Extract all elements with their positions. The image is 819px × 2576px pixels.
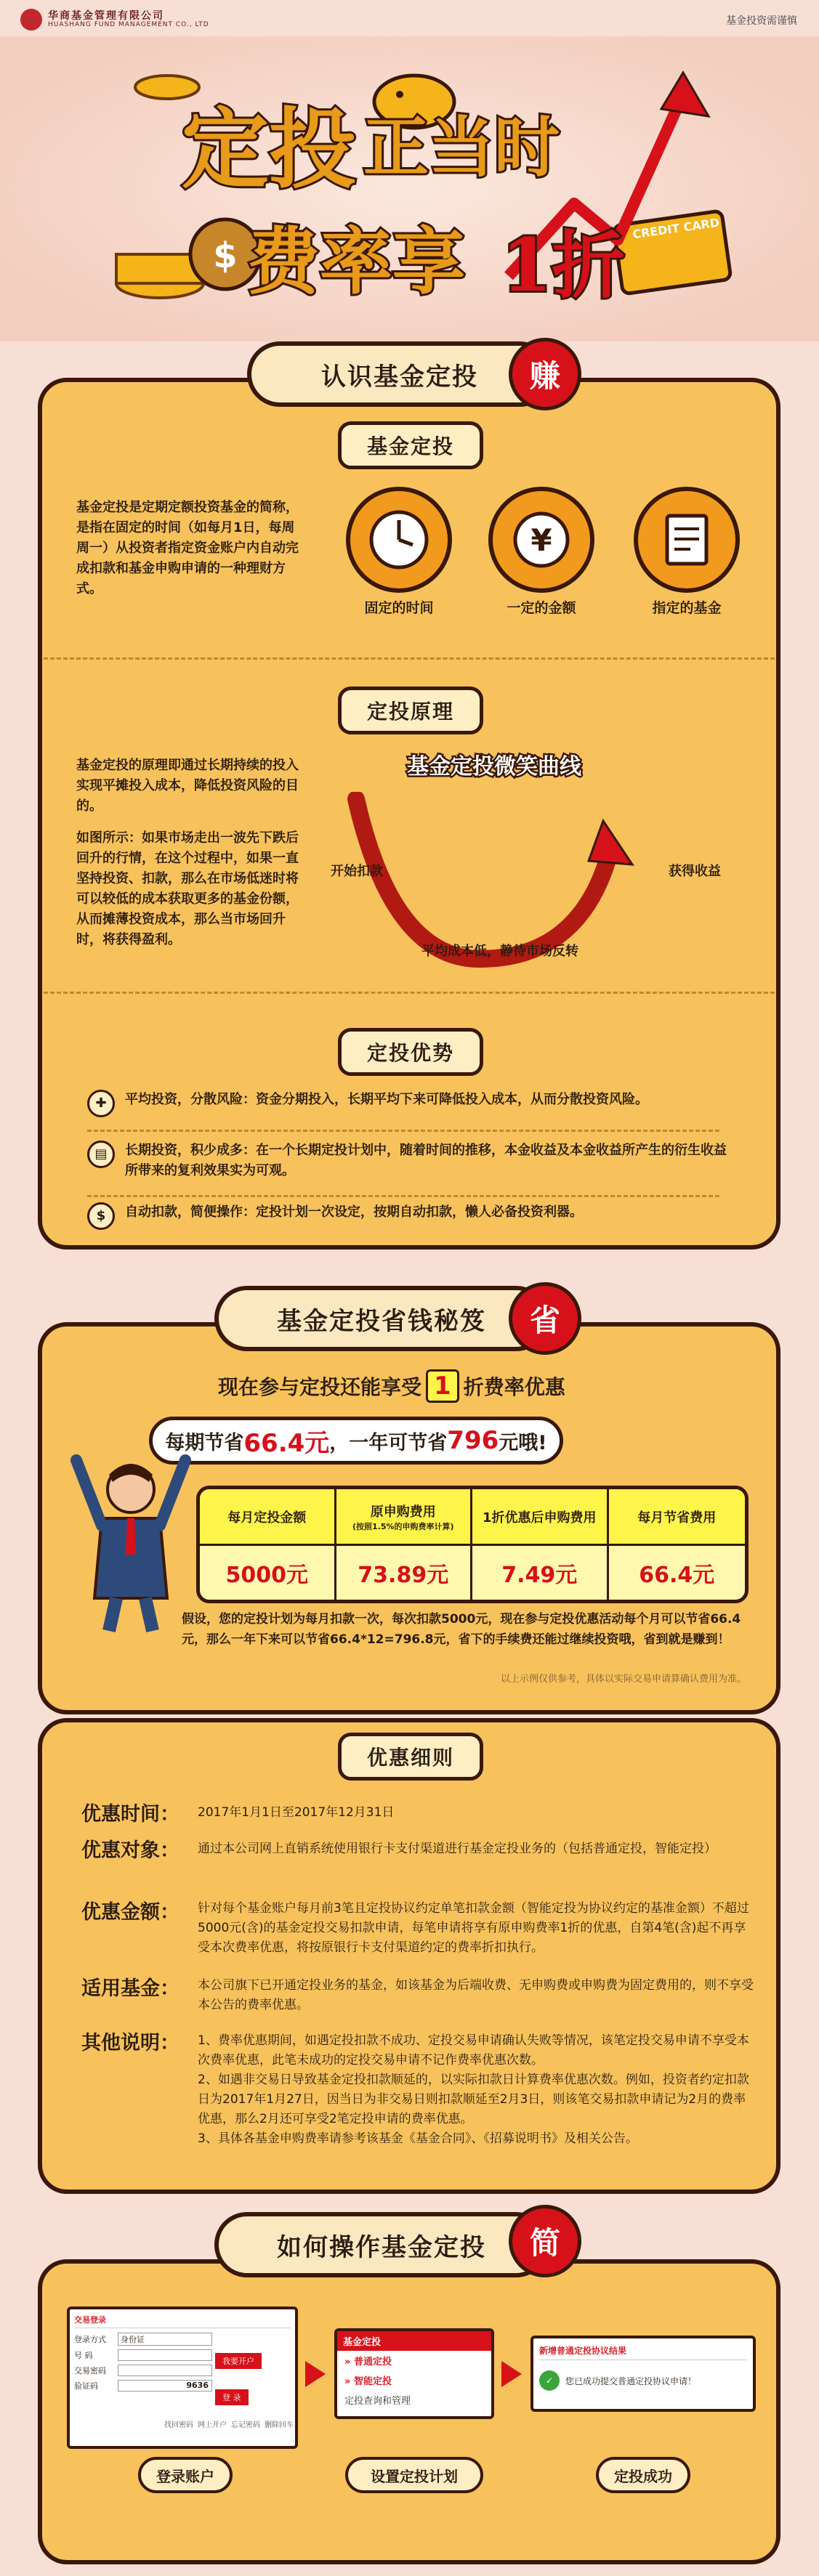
menu-item-smart[interactable]: » 智能定投 [344,2376,392,2387]
table-cell: 73.89元 [336,1546,473,1600]
divider [44,992,775,994]
bubble-mid: ，一年可节省 [329,1431,448,1454]
advantage-text: 长期投资，积少成多：在一个长期定投计划中，随着时间的推移，本金收益及本金收益所产生的衍生收益所带来的复利效果实为可观。 [125,1143,727,1178]
subtitle-dingtou: 基金定投 [338,421,483,469]
divider [87,1195,719,1197]
table-cell: 5000元 [200,1546,336,1600]
header-text: 1折优惠后申购费用 [482,1510,597,1526]
subtitle-principle: 定投原理 [338,686,483,734]
rule-label-time: 优惠时间： [81,1803,179,1826]
savings-table [196,1486,749,1603]
assumption-text: 假设，您的定投计划为每月扣款一次，每次扣款5000元，现在参与定投优惠活动每个月可以节省66.4元，那么一年下来可以节省66.4*12=796.8元，省下的手续费还能过继续投资哦，省到就是赚到！ [182,1612,741,1647]
label-profit: 获得收益 [669,864,721,879]
section-title: 认识基金定投 [247,341,552,407]
headline-prefix: 现在参与定投还能享受 [218,1375,422,1399]
bubble-per-year: 796 [447,1426,499,1455]
login-button[interactable]: 登 录 [215,2389,249,2405]
login-links [164,2418,294,2429]
icon-label-fund: 指定的基金 [652,600,722,616]
label-low-cost: 平均成本低，静待市场反转 [421,944,578,959]
table-cell: 7.49元 [472,1546,609,1600]
bubble-per-period: 66.4元 [243,1428,330,1458]
divider [87,1130,719,1132]
rule-text-funds: 本公司旗下已开通定投业务的基金，如该基金为后端收费、无申购费或申购费为固定费用的，则不享受本公告的费率优惠。 [198,1978,754,2012]
table-cell: 66.4元 [639,1563,715,1588]
header-text: 每月定投金额 [227,1510,307,1526]
forgot-password-link[interactable]: 忘记密码 [231,2421,260,2429]
login-title: 交易登录 [74,2314,291,2328]
delete-enter-link[interactable]: 删除回车 [265,2421,294,2429]
result-window [530,2336,756,2412]
table-header [609,1489,746,1546]
headline-discount: 1 [426,1369,459,1403]
discount-headline [218,1369,565,1403]
arrow-right-icon [305,2361,326,2387]
arrow-right-icon [501,2361,522,2387]
intro-text: 基金定投是定期定额投资基金的简称，是指在固定的时间（如每月1日，每周周一）从投资者指定资金账户内自动完成扣款和基金申购申请的一种理财方式。 [76,500,299,596]
password-label: 交易密码 [74,2366,106,2375]
svg-text:¥: ¥ [530,522,552,558]
section-title: 基金定投省钱秘笈 [214,1286,549,1351]
rule-text-amount: 针对每个基金账户每月前3笔且定投协议约定单笔扣款金额（智能定投为协议约定的基准金额）不超过5000元(含)的基金定投交易扣款申请，每笔申请将享有原申购费率1折的优惠，自第4笔(含)起不再享受本次费率优惠，将按原银行卡支付渠道约定的费率折扣执行。 [198,1901,749,1955]
label-start-debit: 开始扣款 [331,864,383,879]
savings-bubble [149,1417,563,1465]
advantage-item-1 [87,1090,727,1117]
hero-title-2: 费率享 [247,219,465,304]
open-account-button[interactable]: 我要开户 [215,2353,262,2369]
step-login-button[interactable]: 登录账户 [138,2457,233,2493]
table-header [336,1489,473,1546]
rule-text-other: 1、费率优惠期间，如遇定投扣款不成功、定投交易申请确认失败等情况，该笔定投交易申请不享受本次费率优惠，此笔未成功的定投交易申请不记作费率优惠次数。 2、如遇非交易日导致基金定投扣款顺延的，以实际扣款日计算费率优惠次数。例如，投资者约定扣款日为2017年1月27日，因当日为非交易日则扣款顺延至2月3日，则该笔交易扣款申请记为2月的费率优惠，那么2月还可享受2笔定投申请的费率优惠。 3、具体各基金申购费率请参考该基金《基金合同》、《招募说明书》及相关公告。 [198,2033,749,2146]
menu-item-label: 定投查询和管理 [344,2396,411,2407]
hero-banner [0,36,819,341]
hero-title-2b: 1折 [501,222,625,308]
result-title: 新增普通定投协议结果 [539,2344,747,2360]
step-setup-button[interactable]: 设置定投计划 [345,2457,483,2493]
hero-title-1b: 正当时 [363,109,560,186]
rule-text-time: 2017年1月1日至2017年12月31日 [198,1805,395,1820]
captcha-code[interactable]: 9636 [118,2380,212,2391]
fund-icon [634,487,740,593]
check-icon: ✓ [539,2370,560,2391]
principle-text-2: 如图所示：如果市场走出一波先下跌后回升的行情，在这个过程中，如果一直坚持投资、扣款，那么在市场低迷时将可以较低的成本获取更多的基金份额，从而摊薄投资成本，那么当市场回升时，将获得盈利。 [76,830,299,947]
icon-label-amount: 一定的金额 [507,600,576,616]
svg-text:$: $ [213,235,238,276]
credit-card-label: CREDIT CARD [632,215,721,242]
bubble-prefix: 每期节省 [165,1431,244,1454]
password-input[interactable] [118,2365,212,2376]
menu-item-manage[interactable] [337,2390,491,2410]
step-success-button[interactable]: 定投成功 [596,2457,690,2493]
rule-label-other: 其他说明： [81,2032,179,2054]
login-window [67,2306,298,2449]
menu-item-regular[interactable]: » 普通定投 [344,2357,392,2368]
subtitle-rules: 优惠细则 [338,1733,483,1781]
captcha-label: 验证码 [74,2381,98,2391]
icon-label-time: 固定的时间 [364,600,434,616]
risk-warning-link[interactable]: 基金投资需谨慎 [726,15,797,27]
advantage-text: 平均投资，分散风险：资金分期投入，长期平均下来可降低投入成本，从而分散投资风险。 [125,1092,648,1107]
login-method-label: 登录方式 [74,2335,106,2344]
businessman-illustration [69,1446,193,1635]
hero-title-1: 定投 [182,98,356,201]
headline-suffix: 折费率优惠 [463,1375,565,1399]
divider [44,657,775,660]
moneybag-icon: $ [87,1202,115,1230]
bubble-suffix: 元哦! [499,1431,547,1454]
rule-text-target: 通过本公司网上直销系统使用银行卡支付渠道进行基金定投业务的（包括普通定投，智能定投） [198,1842,717,1856]
chart-icon: ▤ [87,1141,115,1168]
rule-label-funds: 适用基金： [81,1977,179,2000]
principle-text-1: 基金定投的原理即通过长期持续的投入实现平摊投入成本，降低投资风险的目的。 [76,758,299,814]
id-number-label: 号 码 [74,2351,93,2360]
advantage-item-2 [87,1141,727,1181]
menu-item-label: 智能定投 [353,2376,392,2387]
clock-icon [346,487,452,593]
table-header [472,1489,609,1546]
result-message: 您已成功提交普通定投协议申请！ [565,2375,697,2386]
advantage-text: 自动扣款，简便操作：定投计划一次设定，按期自动扣款，懒人必备投资利器。 [125,1204,583,1220]
company-logo [20,9,42,31]
menu-window [334,2328,494,2419]
header-subnote: (按照1.5%的申购费率计算) [352,1521,454,1531]
company-name: 华商基金管理有限公司 [48,10,164,22]
subtitle-advantage: 定投优势 [338,1028,483,1076]
header-text: 每月节省费用 [637,1510,717,1526]
menu-title: 基金定投 [337,2331,491,2351]
id-number-input[interactable] [118,2349,212,2361]
online-open-link[interactable]: 网上开户 [198,2421,227,2429]
disclaimer-note: 以上示例仅供参考，具体以实际交易申请算确认费用为准。 [500,1674,746,1685]
table-header [200,1489,336,1546]
company-name-en: HUASHANG FUND MANAGEMENT CO., LTD [48,21,209,28]
plus-icon: ✚ [87,1090,115,1117]
rule-label-target: 优惠对象： [81,1839,179,1862]
earn-badge: 赚 [509,338,581,410]
menu-item-label: 普通定投 [353,2357,392,2368]
rule-label-amount: 优惠金额： [81,1901,179,1924]
find-password-link[interactable]: 找回密码 [164,2421,193,2429]
money-icon [488,487,594,593]
section-title: 如何操作基金定投 [214,2212,549,2277]
advantage-item-3 [87,1202,727,1230]
save-badge: 省 [509,1282,581,1355]
simple-badge: 简 [509,2205,581,2277]
header-text: 原申购费用 [370,1504,436,1520]
smile-curve-title: 基金定投微笑曲线 [407,754,581,779]
login-method-select[interactable]: 身份证 [118,2333,212,2346]
